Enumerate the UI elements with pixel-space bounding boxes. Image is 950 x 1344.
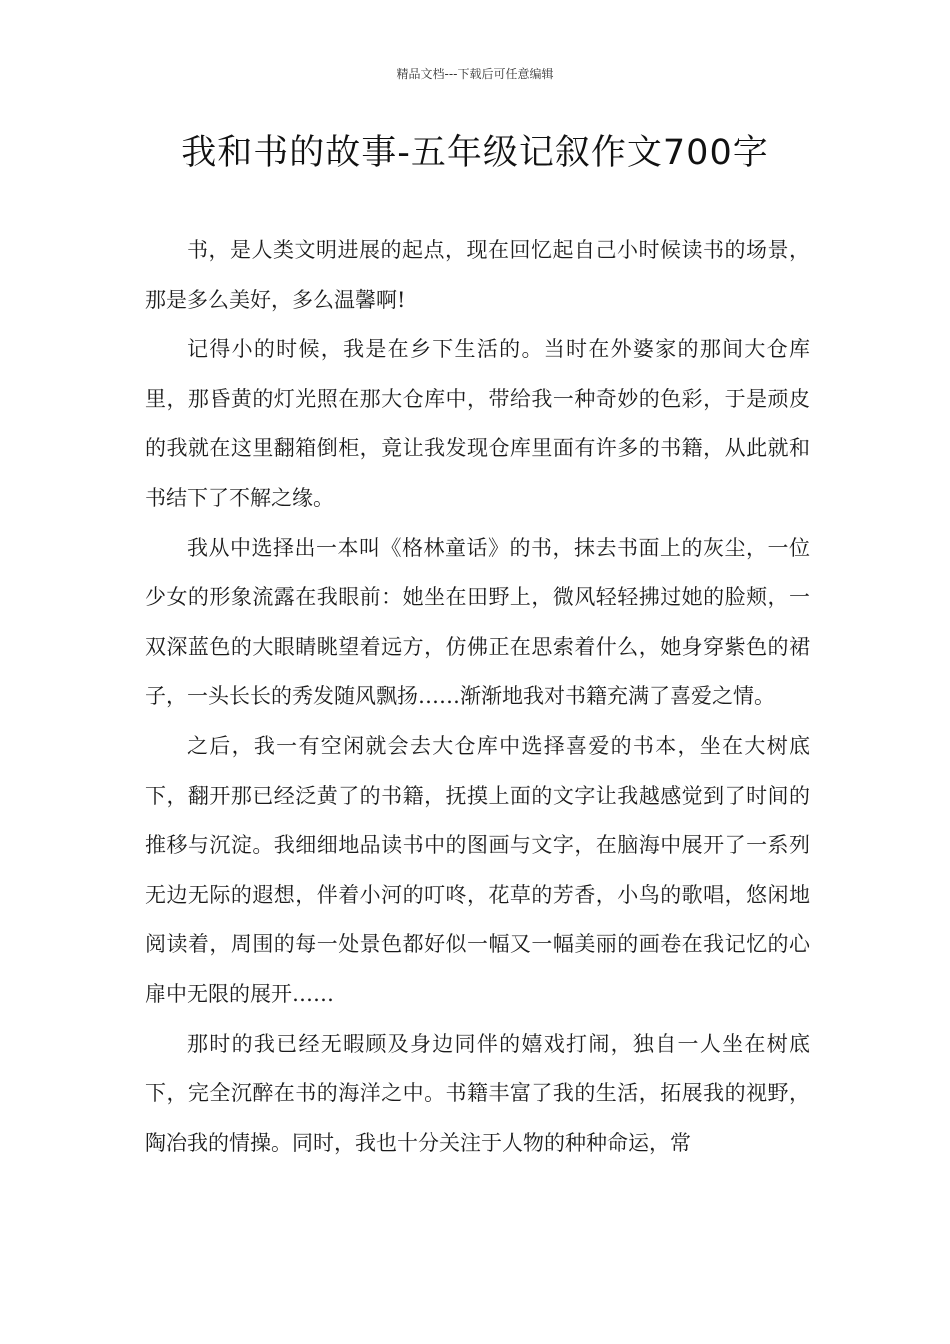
- document-body: [145, 226, 810, 1168]
- paragraph: 那时的我已经无暇顾及身边同伴的嬉戏打闹，独自一人坐在树底下，完全沉醉在书的海洋之中。书籍丰富了我的生活，拓展我的视野，陶冶我的情操。同时，我也十分关注于人物的种种命运，常: [145, 1031, 810, 1155]
- document-title: 我和书的故事-五年级记叙作文700字: [181, 133, 769, 173]
- paragraph: 书，是人类文明进展的起点，现在回忆起自己小时候读书的场景，那是多么美好，多么温馨啊!: [145, 238, 810, 312]
- header-note: 精品文档---下载后可任意编辑: [396, 67, 554, 81]
- paragraph: 记得小的时候，我是在乡下生活的。当时在外婆家的那间大仓库里，那昏黄的灯光照在那大仓库中，带给我一种奇妙的色彩，于是顽皮的我就在这里翻箱倒柜，竟让我发现仓库里面有许多的书籍，从此就和书结下了不解之缘。: [145, 337, 810, 510]
- paragraph: 我从中选择出一本叫《格林童话》的书，抹去书面上的灰尘，一位少女的形象流露在我眼前：她坐在田野上，微风轻轻拂过她的脸颊，一双深蓝色的大眼睛眺望着远方，仿佛正在思索着什么，她身穿紫色的裙子，一头长长的秀发随风飘扬……渐渐地我对书籍充满了喜爱之情。: [145, 535, 810, 709]
- paragraph: 之后，我一有空闲就会去大仓库中选择喜爱的书本，坐在大树底下，翻开那已经泛黄了的书籍，抚摸上面的文字让我越感觉到了时间的推移与沉淀。我细细地品读书中的图画与文字，在脑海中展开了一系列无边无际的遐想，伴着小河的叮咚，花草的芳香，小鸟的歌唱，悠闲地阅读着，周围的每一处景色都好似一幅又一幅美丽的画卷在我记忆的心扉中无限的展开……: [145, 733, 810, 1006]
